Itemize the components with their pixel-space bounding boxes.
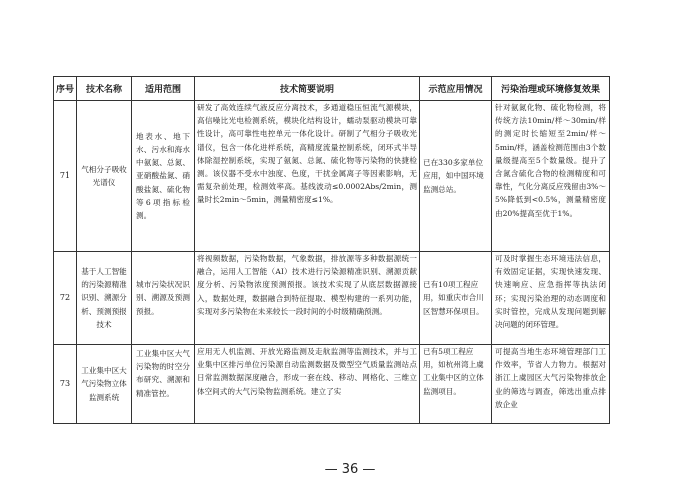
tech-name: 基于人工智能的污染源精准识别、溯源分析、预测预报技术 xyxy=(77,252,132,345)
header-scope: 适用范围 xyxy=(132,77,195,101)
scope: 工业集中区大气污染物的时空分布研究、溯源和精准管控。 xyxy=(132,345,195,424)
table-row xyxy=(54,252,610,345)
header-serial: 序号 xyxy=(54,77,77,101)
scope: 地表水、地下水、污水和海水中氨氮、总氮、亚硝酸盐氮、硝酸盐氮、硫化物等6项指标检测。 xyxy=(132,101,195,252)
header-demo-application: 示范应用情况 xyxy=(420,77,492,101)
tech-name: 气相分子吸收光谱仪 xyxy=(77,101,132,252)
effect: 可提高当地生态环境管理部门工作效率，节省人力物力。根据对浙江上虞园区大气污染物排放企业的筛选与调查，筛选出重点排放企业 xyxy=(492,345,610,424)
scope: 城市污染状况识别、溯源及预测预报。 xyxy=(132,252,195,345)
technology-table xyxy=(53,76,610,424)
row-number: 71 xyxy=(54,101,77,252)
row-number: 72 xyxy=(54,252,77,345)
header-tech-name: 技术名称 xyxy=(77,77,132,101)
description: 应用无人机监测、开放光路监测及走航监测等监测技术，并与工业集中区排污单位污染源自动监测数据及微型空气质量监测站点日常监测数据深度融合，形成一套在线、移动、网格化、三维立体空间式的大气污染物监测系统。建立了实 xyxy=(195,345,420,424)
header-effect: 污染治理或环境修复效果 xyxy=(492,77,610,101)
table-header-row xyxy=(54,77,610,101)
page-number: — 36 — xyxy=(324,462,376,477)
effect: 可及时掌握生态环境违法信息，有效固定证据，实现快速发现、快速响应、应急指挥等执法闭环；实现污染治理的动态调度和实时管控，完成从发现问题到解决问题的闭环管理。 xyxy=(492,252,610,345)
header-description: 技术简要说明 xyxy=(195,77,420,101)
effect: 针对氨氮化物、硫化物检测，将传统方法10min/样～30min/样的测定时长缩短至2min/样～5min/样，涵盖检测范围由3个数量级提高至5个数量级。提升了含氮含硫化合物的检测精度和可靠性，气化分离反应残留由3%～5%降低到<0.5%，测量精密度由20%提高至优于1%。 xyxy=(492,101,610,252)
demo-application: 已在330多家单位应用，如中国环境监测总站。 xyxy=(420,101,492,252)
demo-application: 已有10项工程应用，如重庆市合川区智慧环保项目。 xyxy=(420,252,492,345)
table-row xyxy=(54,101,610,252)
demo-application: 已有5项工程应用，如杭州湾上虞工业集中区的立体监测项目。 xyxy=(420,345,492,424)
row-number: 73 xyxy=(54,345,77,424)
tech-name: 工业集中区大气污染物立体监测系统 xyxy=(77,345,132,424)
table-row xyxy=(54,345,610,424)
description: 将视频数据，污染物数据，气象数据，排放源等多种数据源统一融合，运用人工智能（AI）技术进行污染源精准识别、溯源贡献度分析、污染物浓度预测预报。该技术实现了从底层数据源接入，数据处理，数据融合到特征提取、模型构建的一系列功能，实现对多污染物在未来较长一段时间的小时级精确预测。 xyxy=(195,252,420,345)
description: 研发了高效连续气液反应分离技术，多通道稳压恒流气源模块，高信噪比光电检测系统，模块化结构设计，蠕动泵驱动模块可靠性设计，高可靠性电控单元一体化设计。研制了气相分子吸收光谱仪，包含一体化进样系统，高精度流量控制系统，闭环式半导体除湿控制系统，实现了氨氮、总氮、硫化物等污染物的快捷检测。该仪器不受水中浊度、色度，干扰金属离子等因素影响，无需复杂前处理，检测效率高。基线波动≤0.0002Abs/2min，测量时长2min～5min，测量精密度≤1%。 xyxy=(195,101,420,252)
